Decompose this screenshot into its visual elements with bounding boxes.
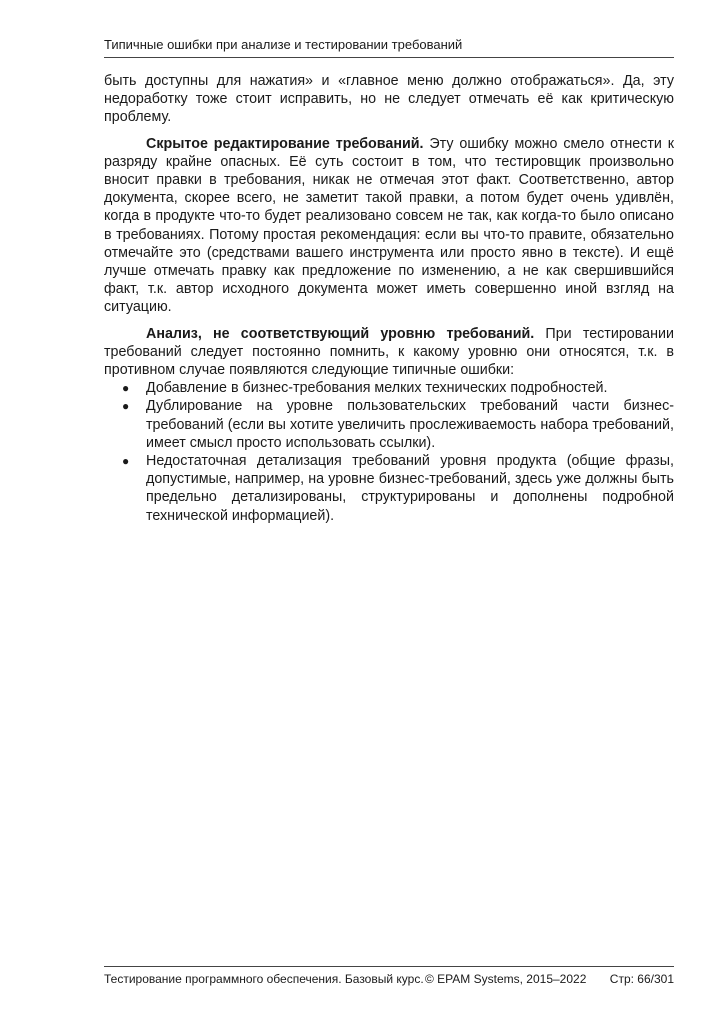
bullet-icon: ● [122,381,130,396]
paragraph-heading: Анализ, не соответствующий уровню требований. [146,325,535,342]
list-item-text: Добавление в бизнес-требования мелких технических подробностей. [146,380,608,397]
paragraph-continuation: быть доступны для нажатия» и «главное меню должно отображаться». Да, эту недоработку тоже стоит исправить, но не следует отмечать её как критическую проблему. [104,73,674,126]
list-item [104,397,674,452]
paragraph-text: При тестировании требований следует постоянно помнить, к какому уровню они относятся, т.к. в противном случае появляются следующие типичные ошибки: [104,325,674,379]
paragraph-heading: Скрытое редактирование требований. [146,135,424,152]
list-item [104,379,674,397]
page-footer [104,966,674,986]
page-body [104,72,674,525]
error-list [104,379,674,525]
page-number: Стр: 66/301 [609,972,674,986]
footer-copyright: © EPAM Systems, 2015–2022 [425,972,587,986]
footer-course-title: Тестирование программного обеспечения. Базовый курс. [104,972,424,986]
list-item [104,452,674,525]
paragraph-level-mismatch [104,325,674,380]
paragraph-text: Эту ошибку можно смело отнести к разряду крайне опасных. Её суть состоит в том, что тестировщик произвольно вносит правки в требования, никак не отмечая этот факт. Соответственно, автор документа, скорее всего, не заметит такой правки, а потом будет очень удивлён, когда в продукте что-то будет реализовано совсем не так, как когда-то было описано в требованиях. Потому простая рекомендация: если вы что-то правите, обязательно отмечайте это (средствами вашего инструмента или просто явно в тексте). И ещё лучше отмечать правку как предложение по изменению, а не как свершившийся факт, т.к. автор исходного документа может иметь совершенно иной взгляд на ситуацию. [104,135,674,316]
list-item-text: Дублирование на уровне пользовательских требований части бизнес-требований (если вы хотите увеличить прослеживаемость набора требований, имеет смысл просто использовать ссылки). [146,398,674,451]
running-header [104,37,674,58]
list-item-text: Недостаточная детализация требований уровня продукта (общие фразы, допустимые, например, на уровне бизнес-требований, здесь уже должны быть предельно детализированы, структурированы и дополнены подробной технической информацией). [146,453,674,524]
paragraph-hidden-editing [104,135,674,317]
header-title: Типичные ошибки при анализе и тестировании требований [104,37,463,52]
bullet-icon: ● [122,454,130,469]
bullet-icon: ● [122,399,130,414]
